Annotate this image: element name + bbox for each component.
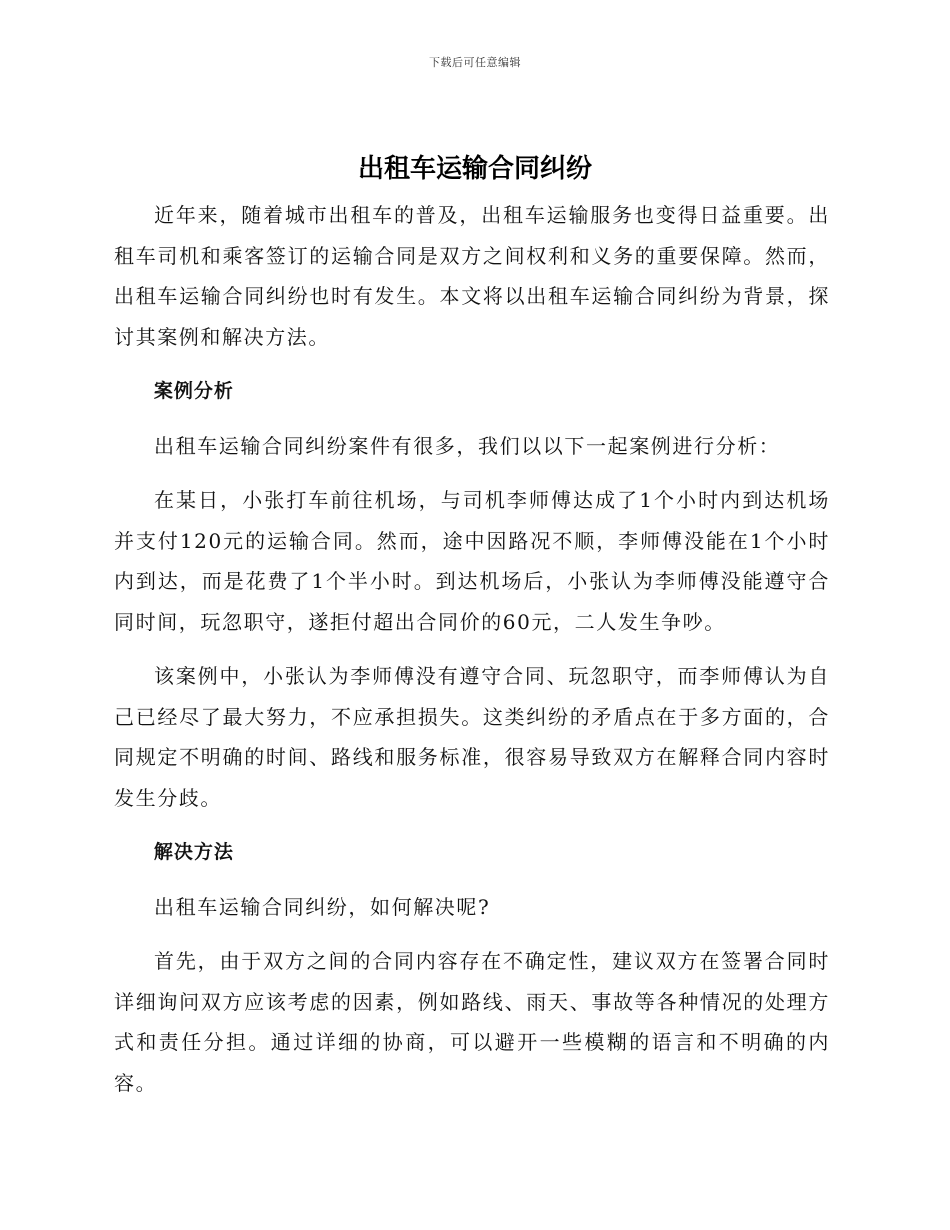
solution-first-paragraph: 首先，由于双方之间的合同内容存在不确定性，建议双方在签署合同时详细询问双方应该考虑的因素，例如路线、雨天、事故等各种情况的处理方式和责任分担。通过详细的协商，可以避开一些模糊的语言和不明确的内容。 — [114, 949, 830, 1095]
solution-lead-paragraph: 出租车运输合同纠纷，如何解决呢? — [154, 894, 491, 919]
document-title: 出租车运输合同纠纷 — [357, 154, 592, 184]
document-body — [114, 195, 830, 1117]
intro-paragraph: 近年来，随着城市出租车的普及，出租车运输服务也变得日益重要。出租车司机和乘客签订的运输合同是双方之间权利和义务的重要保障。然而，出租车运输合同纠纷也时有发生。本文将以出租车运输合同纠纷为背景，探讨其案例和解决方法。 — [114, 203, 830, 349]
case-story-paragraph: 在某日，小张打车前往机场，与司机李师傅达成了1个小时内到达机场并支付120元的运输合同。然而，途中因路况不顺，李师傅没能在1个小时内到达，而是花费了1个半小时。到达机场后，小张认为李师傅没能遵守合同时间，玩忽职守，遂拒付超出合同价的60元，二人发生争吵。 — [114, 488, 830, 634]
case-analysis-heading: 案例分析 — [153, 380, 234, 402]
header-note: 下载后可任意编辑 — [429, 56, 521, 69]
solution-heading: 解决方法 — [153, 841, 234, 863]
case-lead-paragraph: 出租车运输合同纠纷案件有很多，我们以以下一起案例进行分析： — [154, 433, 781, 458]
case-analysis-paragraph: 该案例中，小张认为李师傅没有遵守合同、玩忽职守，而李师傅认为自己已经尽了最大努力，不应承担损失。这类纠纷的矛盾点在于多方面的，合同规定不明确的时间、路线和服务标准，很容易导致双方在解释合同内容时发生分歧。 — [114, 664, 830, 810]
